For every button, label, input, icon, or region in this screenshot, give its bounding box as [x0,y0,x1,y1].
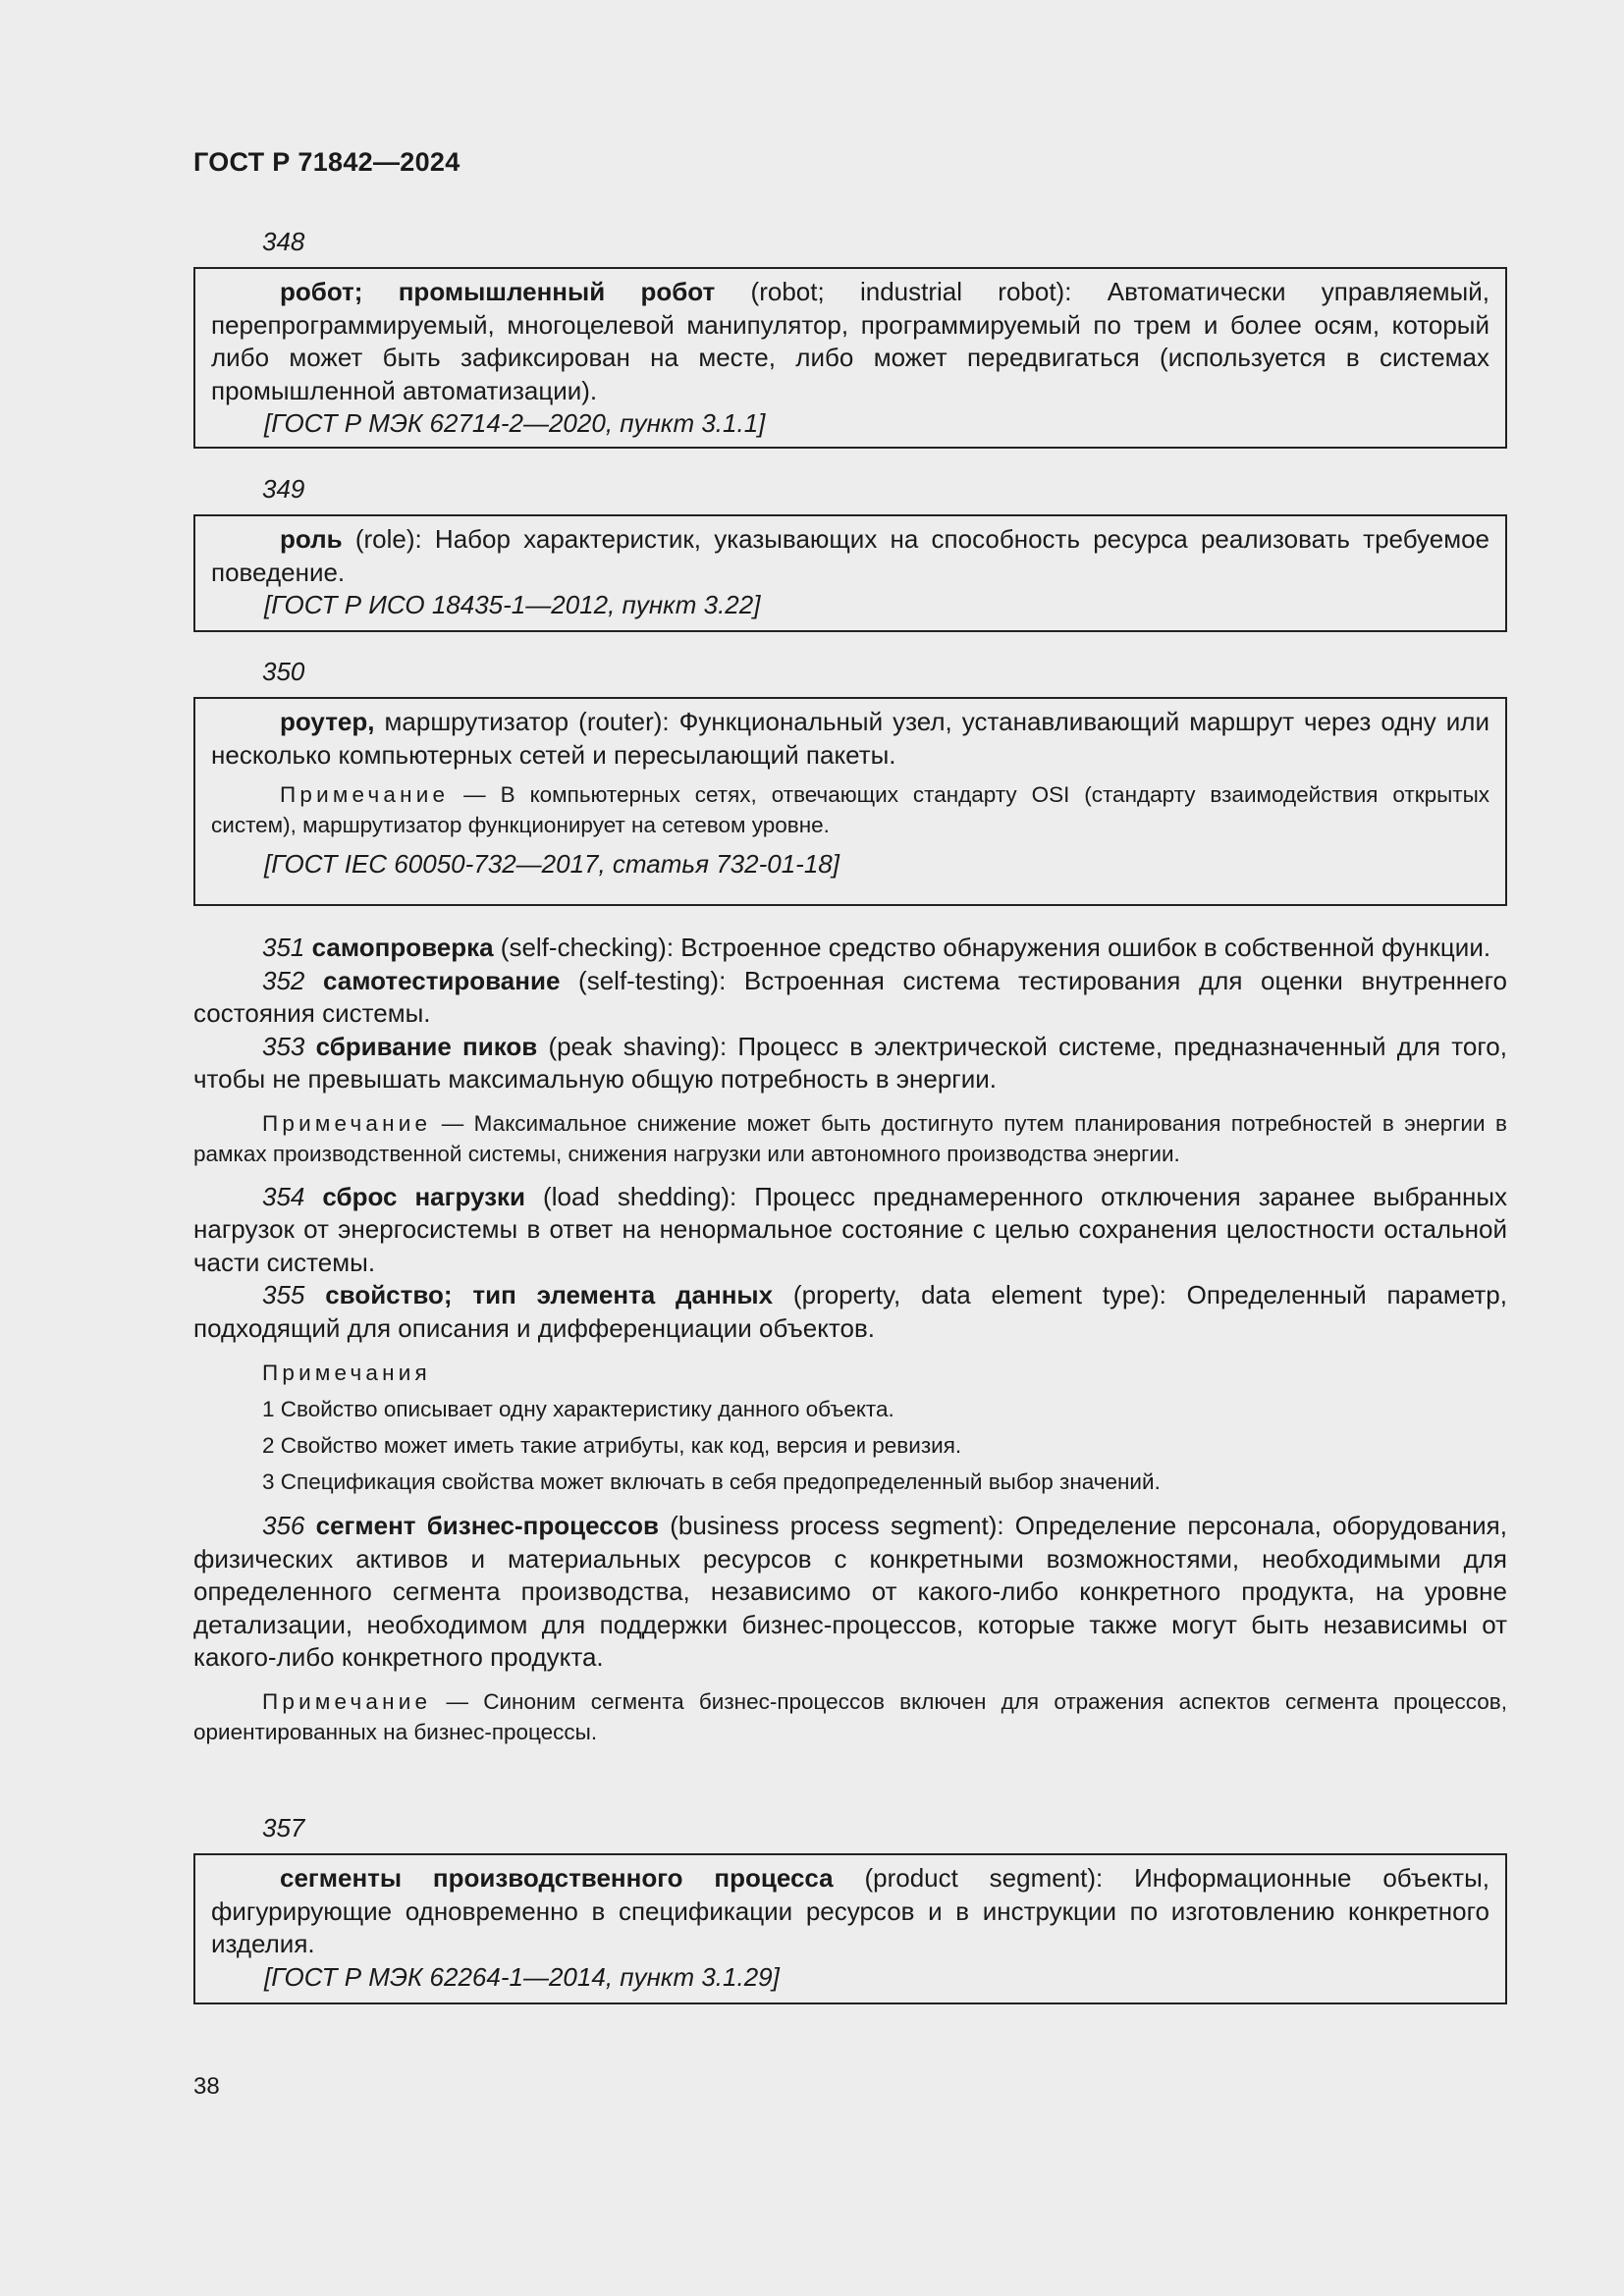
definition-box [193,267,1507,449]
term: самопроверка [311,933,494,962]
entry-number: 351 [262,933,305,962]
page-number: 38 [193,2073,220,2100]
entry-348 [193,226,1507,449]
definition-text [211,276,1489,407]
term: сброс нагрузки [322,1181,526,1211]
entry-number: 353 [262,1031,305,1061]
term: сбривание пиков [315,1031,538,1061]
definition: (peak shaving): Процесс в электрической системе, предназначенный для того, чтобы не превышать максимальную общую потребность в энергии. [193,1031,1507,1094]
entry-353 [193,1031,1507,1096]
note-item: 2 Свойство может иметь такие атрибуты, как код, версия и ревизия. [262,1433,962,1458]
note-label: Примечание [280,782,450,807]
note [193,1686,1507,1747]
definition-text [211,523,1489,589]
entry-number: 356 [262,1511,305,1540]
definition: маршрутизатор (router): Функциональный узел, устанавливающий маршрут через одну или несколько компьютерных сетей и пересылающий пакеты. [211,707,1489,770]
note-item: 3 Спецификация свойства может включать в себя предопределенный выбор значений. [262,1469,1161,1494]
note [193,1108,1507,1169]
term: робот; промышленный робот [280,277,716,306]
note-label: Примечание [262,1688,432,1714]
definition-box [193,514,1507,632]
note [211,779,1489,840]
notes-label-text: Примечания [262,1361,431,1385]
entry-351 [193,932,1507,965]
definition: (product segment): Информационные объекты, фигурирующие одновременно в спецификации ресурсов и в инструкции по изготовлению конкретного изделия. [211,1863,1490,1958]
entry-number: 354 [262,1181,305,1211]
entry-number: 348 [262,227,305,256]
source-citation: [ГОСТ Р МЭК 62264-1—2014, пункт 3.1.29] [264,1961,780,1992]
entry-number: 355 [262,1280,305,1309]
source-citation: [ГОСТ Р ИСО 18435-1—2012, пункт 3.22] [264,590,761,619]
definition: (robot; industrial robot): Автоматически управляемый, перепрограммируемый, многоцелевой манипулятор, программируемый по трем и более осям, который либо может быть зафиксирован на месте, либо может передвигаться (используется в системах промышленной автоматизации). [211,277,1489,405]
definition: (role): Набор характеристик, указывающих на способность ресурса реализовать требуемое поведение. [211,524,1489,587]
notes-list [193,1355,1507,1500]
document-header: ГОСТ Р 71842—2024 [193,147,460,177]
term: роль [280,524,343,554]
term: свойство; тип элемента данных [325,1280,774,1309]
note-text: — Синоним сегмента бизнес-процессов включен для отражения аспектов сегмента процессов, ориентированных на бизнес-процессы. [193,1688,1507,1744]
definition: (property, data element type): Определенный параметр, подходящий для описания и дифференциации объектов. [193,1280,1507,1343]
term: роутер, [280,707,375,736]
term: самотестирование [323,965,561,995]
source-citation: [ГОСТ IEC 60050-732—2017, статья 732-01-18] [264,849,839,879]
note-text: — В компьютерных сетях, отвечающих стандарту OSI (стандарту взаимодействия открытых систем), маршрутизатор функционирует на сетевом уровне. [211,782,1489,837]
entry-number: 349 [262,474,305,504]
definition: (self-checking): Встроенное средство обнаружения ошибок в собственной функции. [493,933,1491,962]
entry-354 [193,1181,1507,1280]
entry-355 [193,1279,1507,1345]
term: сегменты производственного процесса [280,1863,834,1893]
note-item: 1 Свойство описывает одну характеристику данного объекта. [262,1397,894,1421]
note-label: Примечание [262,1110,432,1136]
entry-349 [193,473,1507,632]
definition-box [193,1853,1507,2004]
definition-text [211,706,1489,772]
entry-352 [193,965,1507,1031]
entry-number: 350 [262,657,305,686]
source-citation: [ГОСТ Р МЭК 62714-2—2020, пункт 3.1.1] [264,408,766,438]
entry-number: 357 [262,1813,305,1842]
entry-357 [193,1812,1507,2004]
entry-350 [193,656,1507,906]
entries-flow [193,932,1507,1747]
definition: (business process segment): Определение персонала, оборудования, физических активов и материальных ресурсов с конкретными возможностями, необходимыми для определенного сегмента производства, независимо от какого-либо конкретного продукта, на уровне детализации, необходимом для поддержки бизнес-процессов, которые также могут быть независимы от какого-либо конкретного продукта. [193,1511,1507,1672]
note-text: — Максимальное снижение может быть достигнуто путем планирования потребностей в энергии в рамках производственной системы, снижения нагрузки или автономного производства энергии. [193,1110,1507,1166]
entry-356 [193,1510,1507,1675]
entry-number: 352 [262,965,305,995]
notes-label [193,1355,1507,1391]
definition: (load shedding): Процесс преднамеренного отключения заранее выбранных нагрузок от энергосистемы в ответ на ненормальное состояние с целью сохранения целостности остальной части системы. [193,1181,1508,1277]
term: сегмент бизнес-процессов [315,1511,659,1540]
definition-text [211,1862,1489,1961]
definition: (self-testing): Встроенная система тестирования для оценки внутреннего состояния системы. [193,965,1507,1028]
definition-box [193,697,1507,906]
